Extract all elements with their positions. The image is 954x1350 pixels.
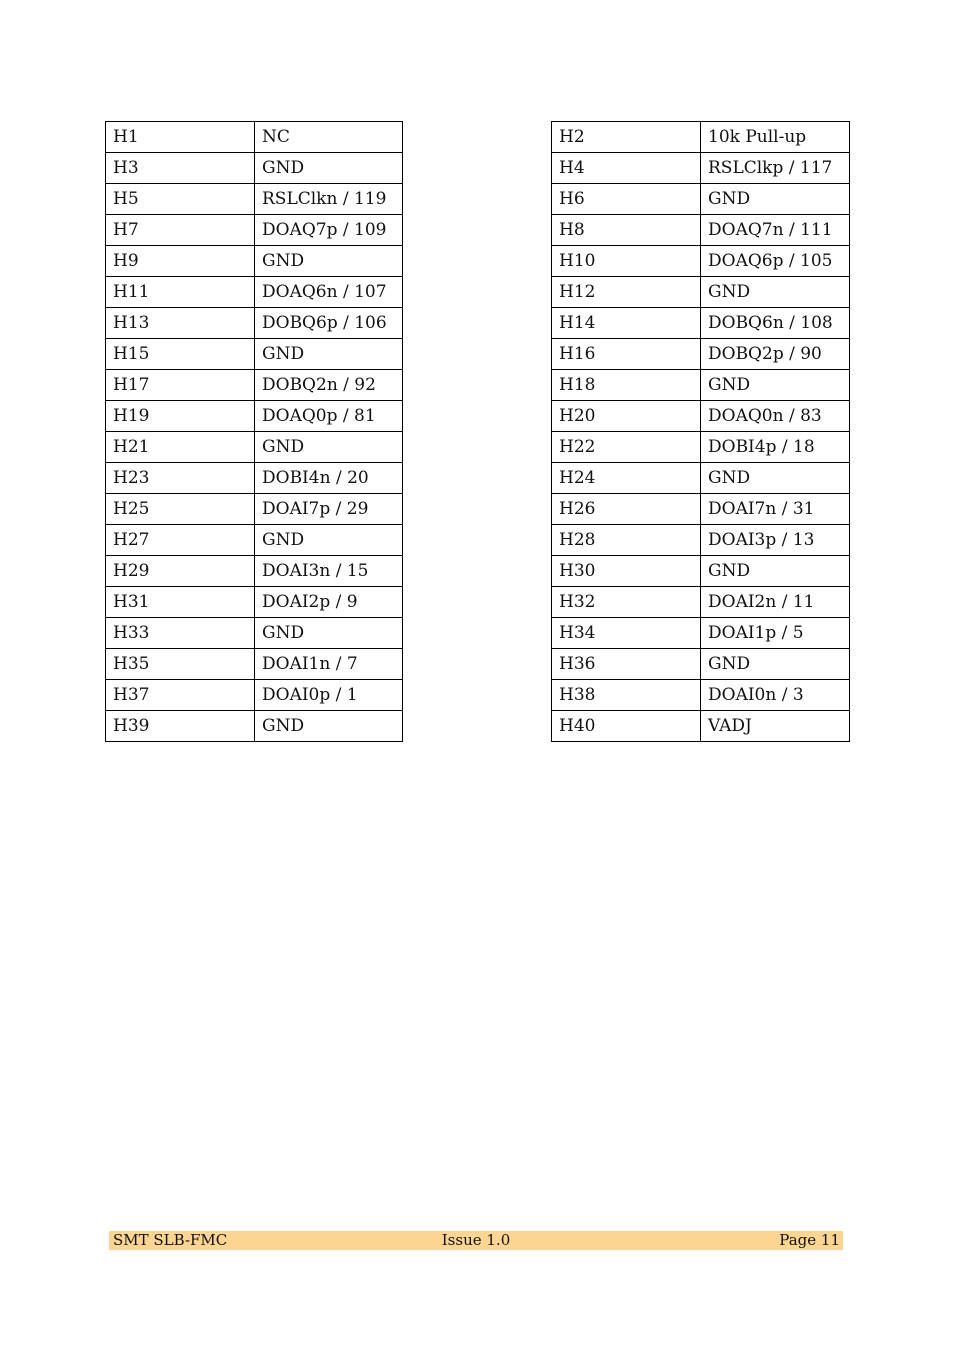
pin-cell: H12: [552, 277, 701, 308]
table-row: [552, 432, 850, 463]
table-row: [106, 494, 403, 525]
page-footer: [109, 1231, 843, 1250]
signal-cell: VADJ: [701, 711, 850, 742]
table-row: [552, 618, 850, 649]
signal-cell: GND: [255, 246, 403, 277]
pin-cell: H37: [106, 680, 255, 711]
pin-cell: H27: [106, 525, 255, 556]
table-row: [552, 339, 850, 370]
table-row: [106, 370, 403, 401]
signal-cell: DOAI1p / 5: [701, 618, 850, 649]
signal-cell: DOAI2p / 9: [255, 587, 403, 618]
signal-cell: RSLClkp / 117: [701, 153, 850, 184]
signal-cell: DOAI7p / 29: [255, 494, 403, 525]
pin-cell: H32: [552, 587, 701, 618]
table-row: [106, 463, 403, 494]
pin-table-right-body: [552, 122, 850, 742]
table-row: [106, 432, 403, 463]
table-row: [106, 401, 403, 432]
pin-cell: H28: [552, 525, 701, 556]
pin-cell: H20: [552, 401, 701, 432]
table-row: [106, 153, 403, 184]
pin-table-left: [105, 121, 403, 742]
pin-cell: H2: [552, 122, 701, 153]
pin-cell: H6: [552, 184, 701, 215]
pin-cell: H9: [106, 246, 255, 277]
pin-cell: H31: [106, 587, 255, 618]
footer-page-number: Page 11: [779, 1231, 840, 1249]
signal-cell: GND: [255, 339, 403, 370]
table-row: [552, 401, 850, 432]
footer-issue: Issue 1.0: [441, 1231, 511, 1249]
pin-cell: H4: [552, 153, 701, 184]
table-row: [106, 184, 403, 215]
table-row: [106, 215, 403, 246]
signal-cell: DOAI1n / 7: [255, 649, 403, 680]
signal-cell: NC: [255, 122, 403, 153]
signal-cell: DOBQ2p / 90: [701, 339, 850, 370]
signal-cell: DOAI3n / 15: [255, 556, 403, 587]
pin-cell: H25: [106, 494, 255, 525]
signal-cell: GND: [701, 463, 850, 494]
table-row: [106, 246, 403, 277]
signal-cell: GND: [701, 277, 850, 308]
signal-cell: GND: [255, 618, 403, 649]
signal-cell: DOAQ0p / 81: [255, 401, 403, 432]
signal-cell: GND: [701, 184, 850, 215]
signal-cell: GND: [255, 525, 403, 556]
pin-cell: H40: [552, 711, 701, 742]
pin-cell: H26: [552, 494, 701, 525]
pin-cell: H35: [106, 649, 255, 680]
table-row: [552, 463, 850, 494]
signal-cell: RSLClkn / 119: [255, 184, 403, 215]
table-row: [552, 246, 850, 277]
pin-cell: H33: [106, 618, 255, 649]
pin-table-right: [551, 121, 850, 742]
pin-cell: H19: [106, 401, 255, 432]
signal-cell: GND: [255, 711, 403, 742]
table-row: [552, 370, 850, 401]
signal-cell: DOBQ6n / 108: [701, 308, 850, 339]
pin-cell: H17: [106, 370, 255, 401]
pin-cell: H16: [552, 339, 701, 370]
pin-cell: H7: [106, 215, 255, 246]
table-row: [552, 556, 850, 587]
table-row: [106, 680, 403, 711]
table-row: [552, 525, 850, 556]
pin-cell: H36: [552, 649, 701, 680]
signal-cell: GND: [701, 556, 850, 587]
pin-cell: H3: [106, 153, 255, 184]
pin-cell: H38: [552, 680, 701, 711]
pin-table-left-body: [106, 122, 403, 742]
signal-cell: DOAI0n / 3: [701, 680, 850, 711]
table-row: [552, 587, 850, 618]
table-row: [552, 649, 850, 680]
pin-cell: H15: [106, 339, 255, 370]
signal-cell: DOAQ7n / 111: [701, 215, 850, 246]
signal-cell: DOBI4p / 18: [701, 432, 850, 463]
table-row: [552, 277, 850, 308]
signal-cell: DOBI4n / 20: [255, 463, 403, 494]
footer-document-name: SMT SLB-FMC: [113, 1231, 228, 1249]
pin-cell: H10: [552, 246, 701, 277]
pin-cell: H14: [552, 308, 701, 339]
pin-cell: H23: [106, 463, 255, 494]
table-row: [552, 215, 850, 246]
pin-cell: H21: [106, 432, 255, 463]
signal-cell: DOAI0p / 1: [255, 680, 403, 711]
signal-cell: 10k Pull-up: [701, 122, 850, 153]
table-row: [106, 556, 403, 587]
signal-cell: DOAI3p / 13: [701, 525, 850, 556]
table-row: [106, 122, 403, 153]
signal-cell: GND: [701, 649, 850, 680]
pin-cell: H29: [106, 556, 255, 587]
signal-cell: DOAQ7p / 109: [255, 215, 403, 246]
table-row: [552, 711, 850, 742]
pin-cell: H24: [552, 463, 701, 494]
table-row: [552, 494, 850, 525]
table-row: [106, 277, 403, 308]
table-row: [106, 525, 403, 556]
pin-cell: H30: [552, 556, 701, 587]
signal-cell: DOAQ6n / 107: [255, 277, 403, 308]
table-row: [106, 308, 403, 339]
table-row: [552, 308, 850, 339]
table-row: [552, 153, 850, 184]
table-row: [106, 649, 403, 680]
pin-cell: H22: [552, 432, 701, 463]
signal-cell: GND: [255, 153, 403, 184]
signal-cell: DOAI7n / 31: [701, 494, 850, 525]
pin-cell: H5: [106, 184, 255, 215]
signal-cell: DOAI2n / 11: [701, 587, 850, 618]
table-row: [106, 711, 403, 742]
pin-cell: H13: [106, 308, 255, 339]
pin-cell: H18: [552, 370, 701, 401]
signal-cell: DOAQ6p / 105: [701, 246, 850, 277]
table-row: [552, 122, 850, 153]
signal-cell: DOBQ2n / 92: [255, 370, 403, 401]
table-row: [552, 184, 850, 215]
table-row: [552, 680, 850, 711]
table-row: [106, 587, 403, 618]
pin-cell: H34: [552, 618, 701, 649]
signal-cell: DOBQ6p / 106: [255, 308, 403, 339]
pin-cell: H11: [106, 277, 255, 308]
pin-cell: H1: [106, 122, 255, 153]
table-row: [106, 339, 403, 370]
signal-cell: GND: [255, 432, 403, 463]
signal-cell: DOAQ0n / 83: [701, 401, 850, 432]
table-row: [106, 618, 403, 649]
pin-cell: H39: [106, 711, 255, 742]
signal-cell: GND: [701, 370, 850, 401]
pin-cell: H8: [552, 215, 701, 246]
